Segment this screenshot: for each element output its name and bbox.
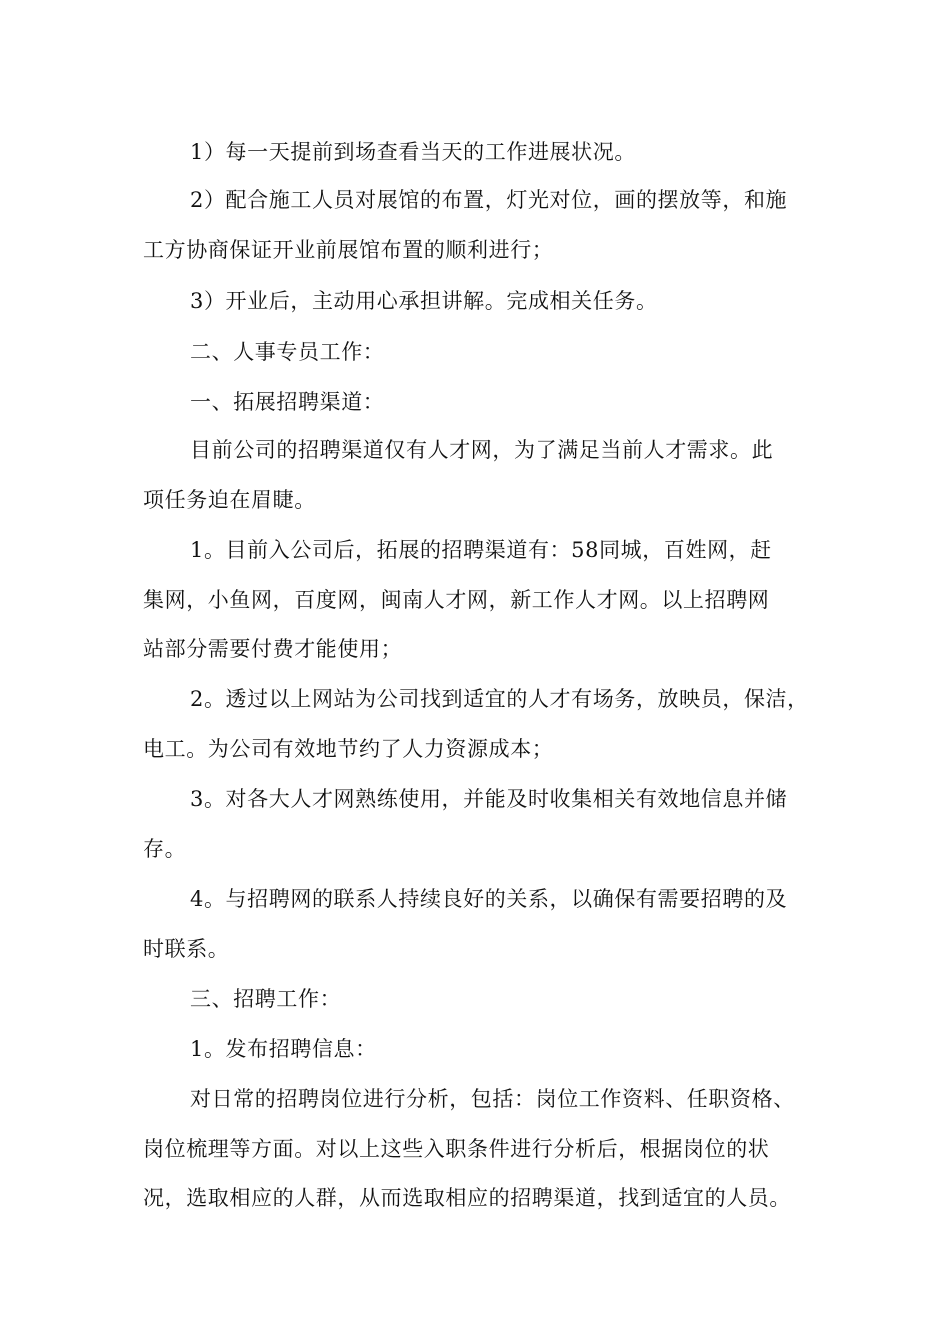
section-heading: 一、拓展招聘渠道：	[190, 390, 385, 414]
paragraph-line: 集网，小鱼网，百度网，闽南人才网，新工作人才网。以上招聘网	[143, 588, 770, 612]
paragraph-line: 况，选取相应的人群，从而选取相应的招聘渠道，找到适宜的人员。	[143, 1186, 791, 1210]
paragraph-line: 存。	[143, 837, 187, 861]
section-heading: 1。发布招聘信息：	[190, 1037, 377, 1061]
section-heading: 二、人事专员工作：	[190, 340, 385, 364]
paragraph-line: 1。目前入公司后，拓展的招聘渠道有：58同城，百姓网，赶	[190, 538, 772, 562]
paragraph-line: 岗位梳理等方面。对以上这些入职条件进行分析后，根据岗位的状	[143, 1137, 770, 1161]
paragraph-line: 1）每一天提前到场查看当天的工作进展状况。	[190, 140, 636, 164]
paragraph-line: 时联系。	[143, 937, 230, 961]
paragraph-line: 3）开业后，主动用心承担讲解。完成相关任务。	[190, 289, 658, 313]
paragraph-line: 对日常的招聘岗位进行分析，包括：岗位工作资料、任职资格、	[190, 1087, 795, 1111]
paragraph-line: 目前公司的招聘渠道仅有人才网，为了满足当前人才需求。此	[190, 438, 774, 462]
section-heading: 三、招聘工作：	[190, 987, 342, 1011]
paragraph-line: 2）配合施工人员对展馆的布置，灯光对位，画的摆放等，和施	[190, 188, 788, 212]
paragraph-line: 3。对各大人才网熟练使用，并能及时收集相关有效地信息并储	[190, 787, 788, 811]
paragraph-line: 2。透过以上网站为公司找到适宜的人才有场务，放映员，保洁，	[190, 687, 809, 711]
paragraph-line: 站部分需要付费才能使用；	[143, 637, 403, 661]
paragraph-line: 项任务迫在眉睫。	[143, 488, 316, 512]
paragraph-line: 电工。为公司有效地节约了人力资源成本；	[143, 737, 554, 761]
paragraph-line: 4。与招聘网的联系人持续良好的关系，以确保有需要招聘的及	[190, 887, 788, 911]
paragraph-line: 工方协商保证开业前展馆布置的顺利进行；	[143, 238, 554, 262]
